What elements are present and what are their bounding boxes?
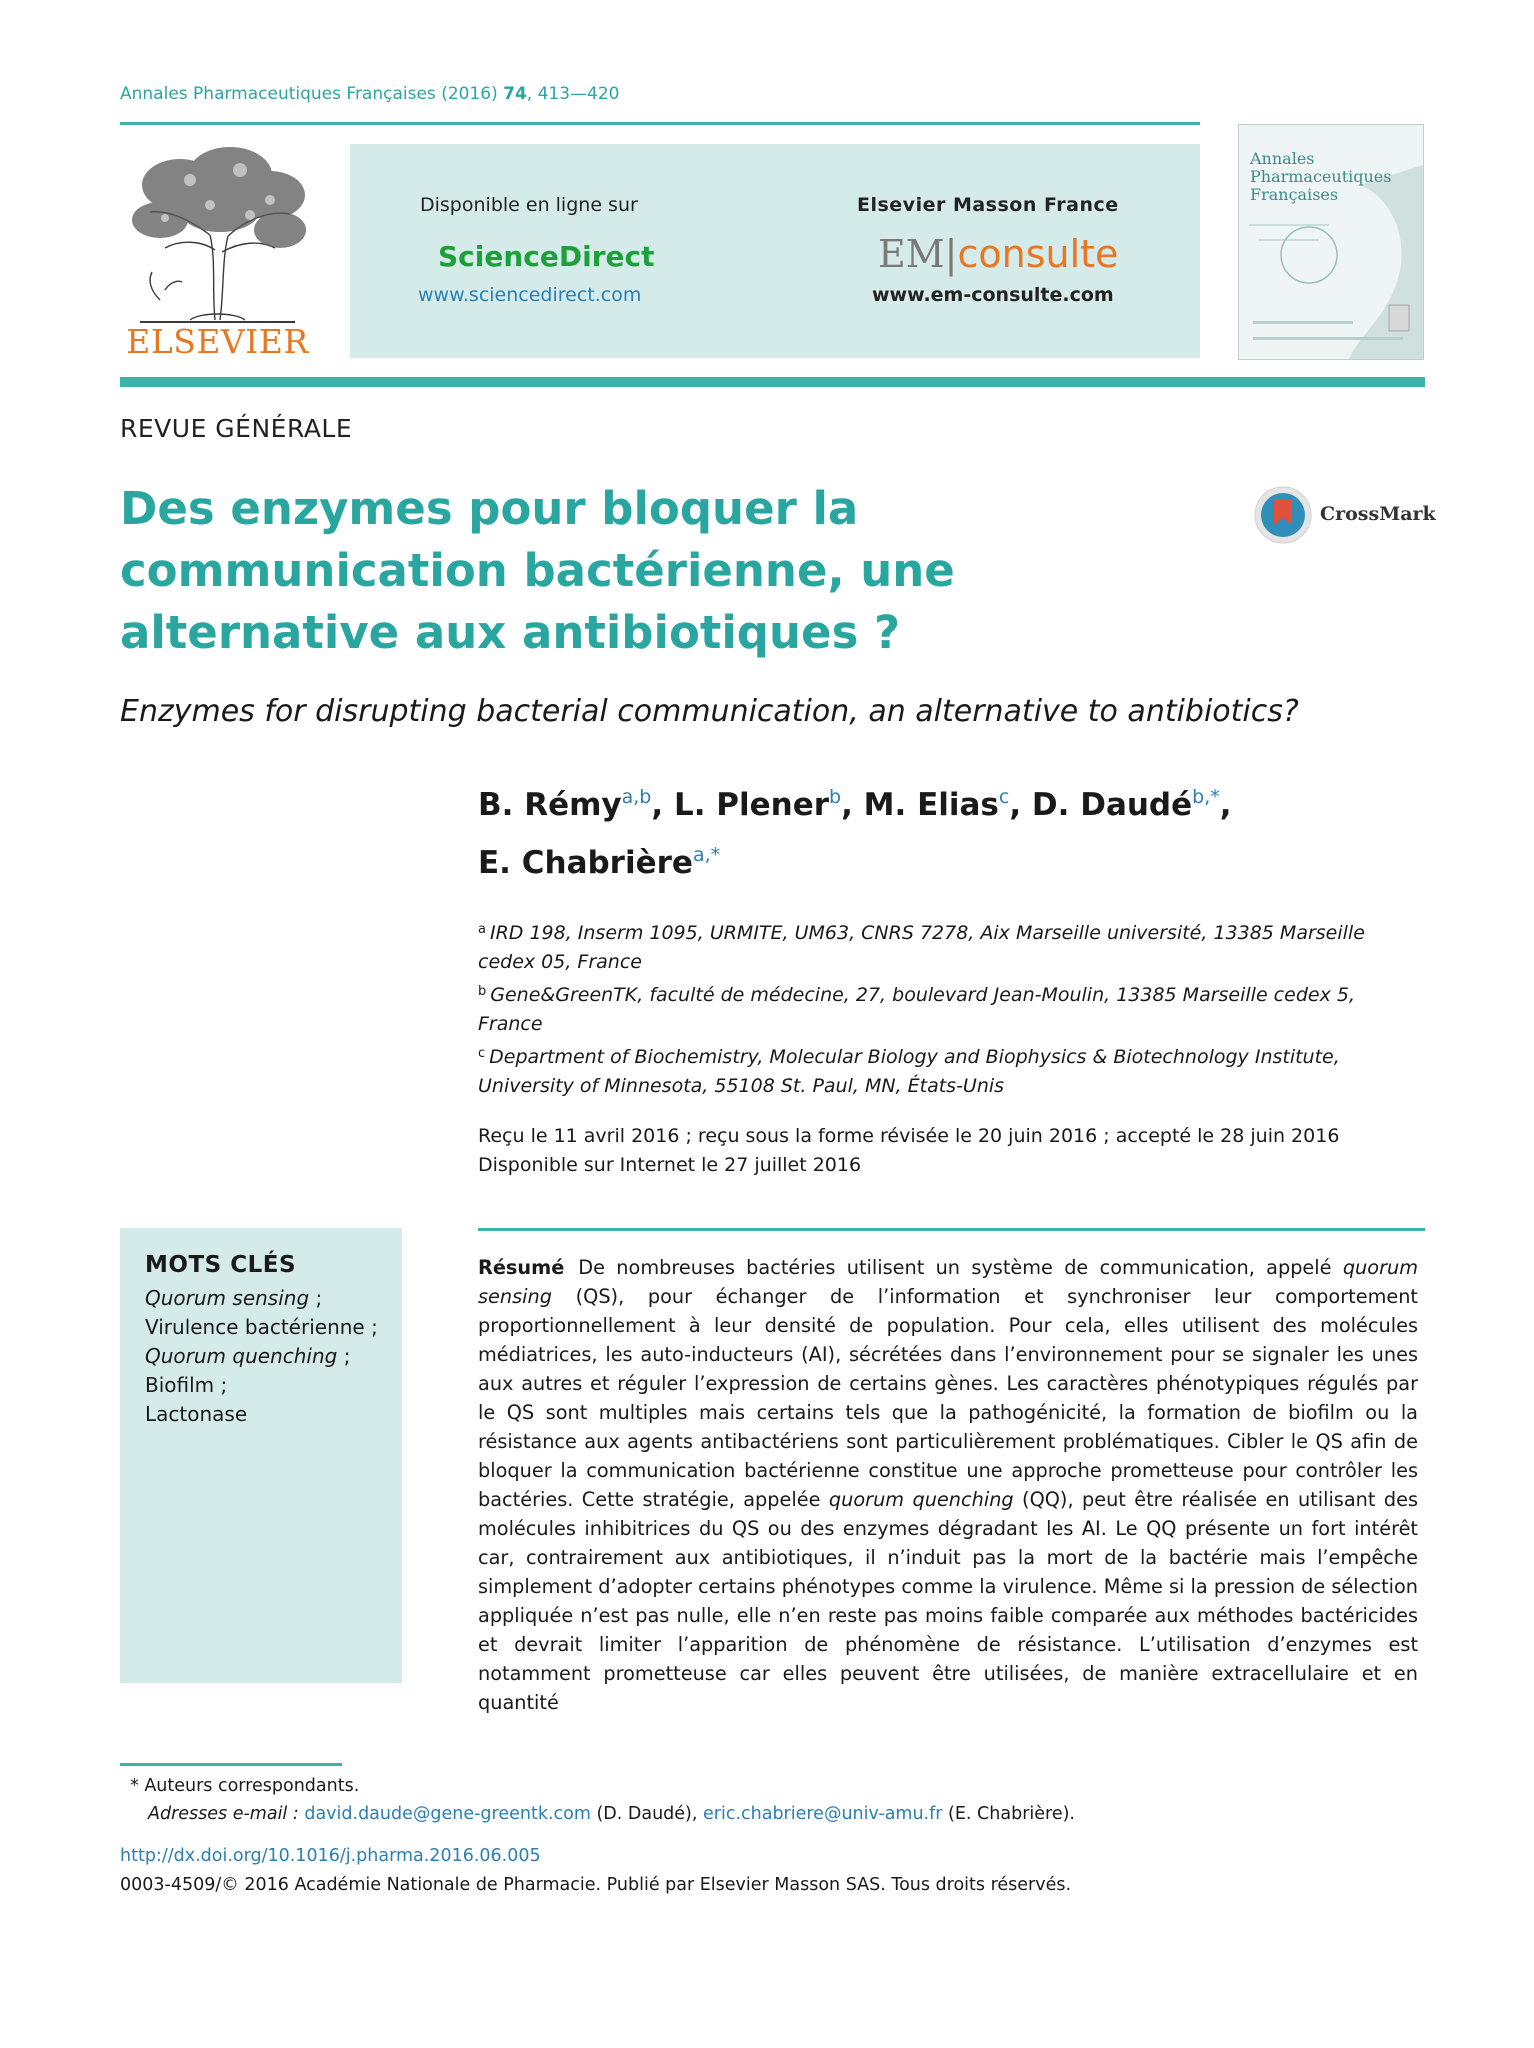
keyword: Lactonase xyxy=(145,1402,248,1426)
keyword: Quorum quenching ; xyxy=(145,1344,351,1368)
journal-reference xyxy=(120,84,620,104)
available-online-text: Disponible en ligne sur xyxy=(420,194,638,216)
email-link-daude[interactable]: david.daude@gene-greentk.com xyxy=(304,1804,591,1824)
affiliations xyxy=(478,915,1418,1101)
affiliation: $^b$ Gene&GreenTK, faculté de médecine, 27, boulevard Jean-Moulin, 13385 Marseille cedex 5, France xyxy=(478,984,1355,1035)
article-rubric: REVUE GÉNÉRALE xyxy=(120,414,353,443)
abstract-text: Résumé De nombreuses bactéries utilisent un système de communication, appelé quorum sensing (QS), pour échanger de l’information et synchroniser leur comportement proportionnellement à leur densité de population. Pour cela, elles utilisent des molécules médiatrices, les auto-inducteurs (AI), sécrétées dans l’environnement pour se signaler les unes aux autres et réguler l’expression de certains gènes. Les caractères phénotypiques régulés par le QS sont multiples mais certains tels que la pathogénicité, la formation de biofilm ou la résistance aux agents antibactériens sont particulièrement problématiques. Cibler le QS afin de bloquer la communication bactérienne constitue une approche prometteuse pour contrôler les bactéries. Cette stratégie, appelée quorum quenching (QQ), peut être réalisée en utilisant des molécules inhibitrices du QS ou des enzymes dégradant les AI. Le QQ présente un fort intérêt car, contrairement aux antibiotiques, il n’induit pas la mort de la bactérie mais l’empêche simplement d’adopter certains phénotypes comme la virulence. Même si la pression de sélection appliquée n’est pas nulle, elle n’en reste pas moins faible comparée aux méthodes bactéricides et devrait limiter l’apparition de phénomène de résistance. L’utilisation d’enzymes est notamment prometteuse car elles peuvent être utilisées, de manière extracellulaire et en quantité xyxy=(478,1256,1418,1714)
journal-pages: , 413—420 xyxy=(526,84,620,104)
author: L. Plener$^b$, xyxy=(673,786,864,823)
keywords-list xyxy=(145,1284,395,1429)
keyword: Virulence bactérienne ; xyxy=(145,1315,378,1339)
author: E. Chabrière$^{a,*}$ xyxy=(478,844,721,881)
cover-title: Annales Pharmaceutiques Françaises xyxy=(1250,149,1392,204)
keyword: Biofilm ; xyxy=(145,1373,228,1397)
article-title: Des enzymes pour bloquer la communication bactérienne, une alternative aux antibiotiques ? xyxy=(120,482,955,659)
emconsulte-logo: EM|consulte xyxy=(878,232,1119,276)
email-line: Adresses e-mail : david.daude@gene-greentk.com (D. Daudé), eric.chabriere@univ-amu.fr (E. Chabrière). xyxy=(148,1804,1075,1824)
corresponding-note: * Auteurs correspondants. xyxy=(130,1776,360,1796)
emconsulte-consulte: consulte xyxy=(957,232,1119,276)
emconsulte-link[interactable]: www.em-consulte.com xyxy=(872,284,1114,306)
crossmark-label[interactable]: CrossMark xyxy=(1320,503,1436,525)
emconsulte-em: EM xyxy=(878,232,945,276)
footnote-rule xyxy=(120,1763,342,1766)
author: M. Elias$^c$, xyxy=(863,786,1032,823)
journal-volume: 74 xyxy=(503,84,527,104)
author-list xyxy=(478,772,1428,888)
copyright-line: 0003-4509/© 2016 Académie Nationale de Pharmacie. Publié par Elsevier Masson SAS. Tous droits réservés. xyxy=(120,1875,1072,1895)
author: B. Rémy$^{a,b}$, xyxy=(478,786,674,823)
sciencedirect-link[interactable]: www.sciencedirect.com xyxy=(418,284,642,306)
section-rule xyxy=(120,377,1425,387)
keyword: Quorum sensing ; xyxy=(145,1286,323,1310)
keywords-title: MOTS CLÉS xyxy=(145,1252,297,1278)
header-rule xyxy=(120,122,1200,125)
article-subtitle: Enzymes for disrupting bacterial communication, an alternative to antibiotics? xyxy=(120,694,1299,729)
doi-link[interactable]: http://dx.doi.org/10.1016/j.pharma.2016.06.005 xyxy=(120,1846,541,1866)
affiliation: $^a$ IRD 198, Inserm 1095, URMITE, UM63, CNRS 7278, Aix Marseille université, 13385 Marseille cedex 05, France xyxy=(478,922,1365,973)
footnote xyxy=(130,1772,1420,1828)
email-link-chabriere[interactable]: eric.chabriere@univ-amu.fr xyxy=(703,1804,943,1824)
affiliation: $^c$ Department of Biochemistry, Molecular Biology and Biophysics & Biotechnology Institute, University of Minnesota, 55108 St. Paul, MN, États-Unis xyxy=(478,1046,1340,1097)
elsevier-wordmark: ELSEVIER xyxy=(126,322,309,361)
article-dates: Reçu le 11 avril 2016 ; reçu sous la forme révisée le 20 juin 2016 ; accepté le 28 juin 2016 Disponible sur Internet le 27 juillet 2016 xyxy=(478,1125,1340,1176)
abstract-label: Résumé xyxy=(478,1256,565,1279)
author: D. Daudé$^{b,*}$, xyxy=(1031,786,1232,823)
masson-name: Elsevier Masson France xyxy=(857,194,1119,216)
abstract-rule xyxy=(478,1228,1425,1231)
journal-name: Annales Pharmaceutiques Françaises (2016) xyxy=(120,84,498,104)
sciencedirect-logo: ScienceDirect xyxy=(438,240,655,273)
